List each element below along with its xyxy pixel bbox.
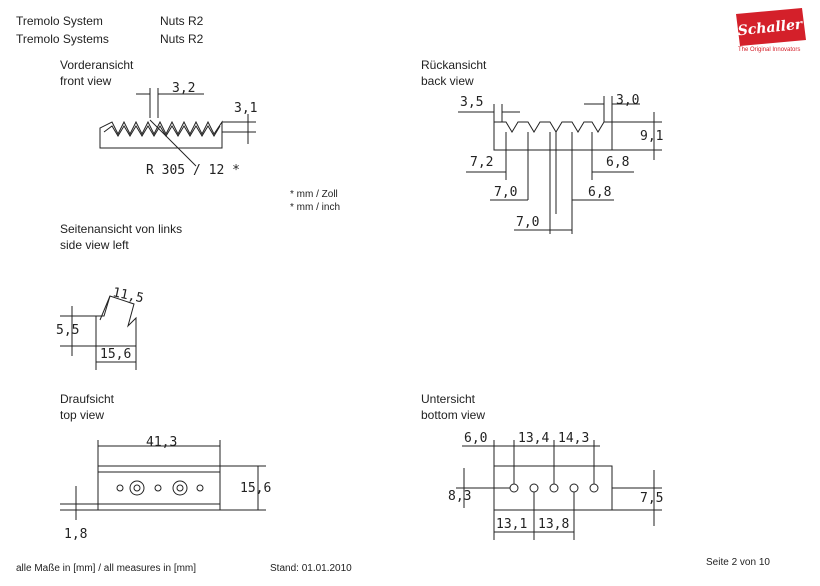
footer-date: Stand: 01.01.2010: [270, 563, 352, 574]
bottom-dim-13-4: 13,4: [518, 431, 550, 446]
back-dim-6-8-b: 6,8: [588, 185, 612, 200]
front-view-label-de: Vorderansicht: [60, 58, 134, 72]
top-dim-1-8: 1,8: [64, 527, 88, 542]
product-en: Nuts R2: [160, 32, 204, 46]
bottom-view-label-de: Untersicht: [421, 392, 476, 406]
title-de: Tremolo System: [16, 14, 103, 28]
brand-tagline: The Original Innovators: [738, 47, 801, 53]
back-dim-9-1: 9,1: [640, 129, 664, 144]
side-view-drawing: [56, 285, 145, 370]
bottom-view-drawing: [448, 431, 663, 540]
brand-name: Schaller: [736, 16, 804, 40]
back-dim-6-8-a: 6,8: [606, 155, 630, 170]
product-de: Nuts R2: [160, 14, 204, 28]
front-dim-3-2: 3,2: [172, 81, 196, 96]
note-inch: * mm / inch: [290, 202, 341, 213]
back-dim-3-5: 3,5: [460, 95, 484, 110]
side-dim-15-6: 15,6: [100, 347, 132, 362]
side-view-label-de: Seitenansicht von links: [60, 222, 183, 236]
top-dim-15-6: 15,6: [240, 481, 272, 496]
top-dim-41-3: 41,3: [146, 435, 178, 450]
bottom-dim-7-5: 7,5: [640, 491, 664, 506]
front-view-label-en: front view: [60, 74, 112, 88]
bottom-view-label-en: bottom view: [421, 408, 486, 422]
bottom-dim-13-1: 13,1: [496, 517, 528, 532]
front-part-number: R 305 / 12 *: [146, 163, 240, 178]
back-dim-7-2: 7,2: [470, 155, 494, 170]
back-dim-3-0: 3,0: [616, 93, 640, 108]
back-dim-7-0-b: 7,0: [516, 215, 540, 230]
top-view-drawing: [60, 435, 271, 542]
back-view-label-en: back view: [421, 74, 474, 88]
bottom-dim-6-0: 6,0: [464, 431, 488, 446]
back-view-label-de: Rückansicht: [421, 58, 487, 72]
side-dim-5-5: 5,5: [56, 323, 80, 338]
top-view-label-en: top view: [60, 408, 105, 422]
back-view-drawing: [458, 93, 663, 234]
note-zoll: * mm / Zoll: [290, 189, 338, 200]
footer-page: Seite 2 von 10: [706, 557, 770, 568]
bottom-dim-14-3: 14,3: [558, 431, 590, 446]
footer-measures: alle Maße in [mm] / all measures in [mm]: [16, 563, 197, 574]
bottom-dim-13-8: 13,8: [538, 517, 570, 532]
side-view-label-en: side view left: [60, 238, 129, 252]
bottom-dim-8-3: 8,3: [448, 489, 472, 504]
front-view-drawing: [100, 81, 257, 178]
title-en: Tremolo Systems: [16, 32, 109, 46]
front-dim-3-1: 3,1: [234, 101, 258, 116]
top-view-label-de: Draufsicht: [60, 392, 115, 406]
side-dim-11-5: 11,5: [111, 285, 145, 307]
back-dim-7-0-a: 7,0: [494, 185, 518, 200]
